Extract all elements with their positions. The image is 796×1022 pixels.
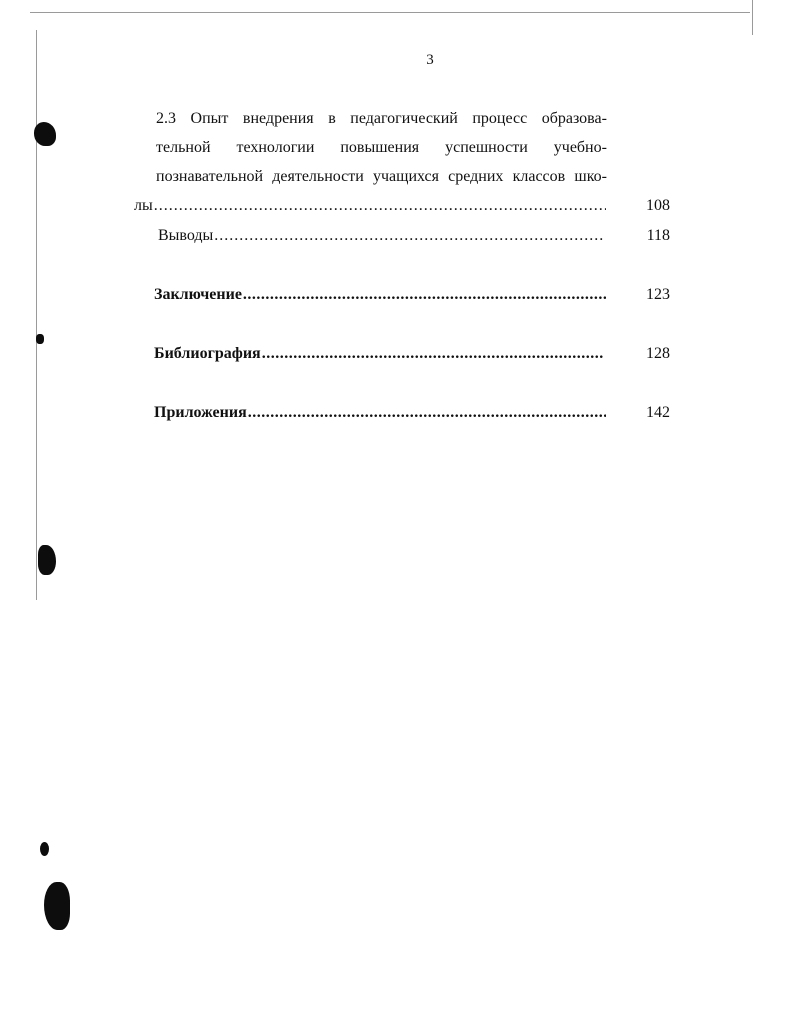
word: Опыт	[190, 110, 229, 127]
word: успешности	[445, 139, 528, 156]
toc-entry-page: 128	[646, 345, 670, 362]
word: технологии	[236, 139, 315, 156]
word: 2.3	[156, 110, 176, 127]
word: педагогический	[350, 110, 458, 127]
word: учебно-	[553, 139, 607, 156]
word: познавательной	[156, 168, 264, 185]
dot-leader	[214, 226, 604, 246]
word: средних	[448, 168, 504, 185]
toc-entry-conclusion	[154, 285, 606, 305]
dot-leader	[248, 403, 606, 423]
word: шко-	[574, 168, 607, 185]
word: внедрения	[242, 110, 314, 127]
word: учащихся	[372, 168, 440, 185]
toc-entry-2-3-line-4	[134, 196, 606, 216]
toc-entry-page: 108	[646, 197, 670, 214]
word: повышения	[340, 139, 420, 156]
ink-blot	[38, 545, 56, 575]
dot-leader	[243, 285, 606, 305]
scan-top-line	[30, 12, 750, 13]
ink-blot	[36, 334, 44, 344]
toc-entry-label: Приложения	[154, 404, 247, 421]
word: процесс	[472, 110, 528, 127]
toc-entry-2-3-line-3	[156, 167, 607, 187]
ink-blot	[44, 882, 70, 930]
ink-blot	[34, 122, 56, 146]
scan-left-margin-line	[36, 30, 37, 600]
toc-entry-2-3-line-2	[156, 138, 607, 158]
dot-leader	[262, 344, 604, 364]
word: деятельности	[272, 168, 364, 185]
toc-entry-2-3-line-1	[156, 109, 607, 129]
dot-leader	[154, 196, 606, 216]
toc-entry-page: 123	[646, 286, 670, 303]
word: образова-	[541, 110, 607, 127]
toc-entry-bibliography	[154, 344, 604, 364]
toc-entry-page: 142	[646, 404, 670, 421]
word: в	[328, 110, 336, 127]
ink-blot	[40, 842, 49, 856]
toc-entry-page: 118	[646, 227, 670, 244]
word: тельной	[156, 139, 211, 156]
toc-entry-label: Выводы	[158, 227, 214, 244]
toc-entry-label: Библиография	[154, 345, 261, 362]
word: классов	[512, 168, 566, 185]
scan-right-margin-line	[752, 0, 753, 35]
toc-entry-conclusions-chapter	[158, 226, 604, 246]
page-number: 3	[426, 52, 434, 68]
toc-entry-appendices	[154, 403, 606, 423]
toc-entry-label: лы	[134, 197, 153, 214]
toc-entry-label: Заключение	[154, 286, 242, 303]
